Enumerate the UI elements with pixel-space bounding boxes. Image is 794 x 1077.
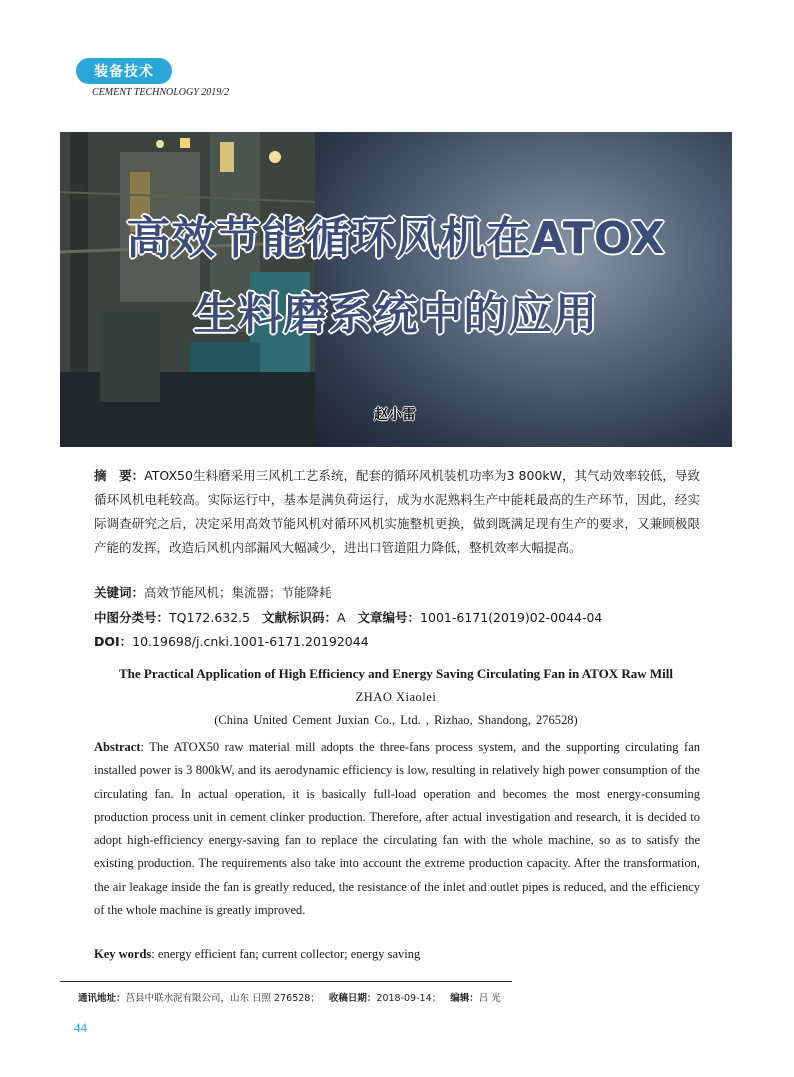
- clc-label: 中图分类号：: [94, 610, 170, 625]
- keywords-label: 关键词：: [94, 585, 145, 600]
- classification-line: [94, 608, 602, 626]
- english-author: ZHAO Xiaolei: [355, 690, 437, 704]
- keywords-line: [94, 583, 332, 601]
- page-number: 44: [74, 1020, 87, 1035]
- footnote-divider: [60, 981, 512, 982]
- doc-code-value: A: [337, 610, 346, 625]
- article-no-label: 文章编号：: [357, 610, 421, 625]
- received-label: 收稿日期：: [328, 993, 377, 1004]
- article-no-value: 1001-6171(2019)02-0044-04: [420, 610, 603, 625]
- abstract-text: ATOX50生料磨采用三风机工艺系统，配套的循环风机装机功率为3 800kW，其气动效率较低，导致循环风机电耗较高。实际运行中，基本是满负荷运行，成为水泥熟料生产中能耗最高的生产环节，因此，经实际调查研究之后，决定采用高效节能风机对循环风机实施整机更换，做到既满足现有生产的要求，又兼顾极限产能的发挥，改造后风机内部漏风大幅减少，进出口管道阻力降低，整机效率大幅提高。: [94, 468, 700, 555]
- address-label: 通讯地址：: [78, 993, 126, 1004]
- english-keywords-label: Key words: [94, 947, 152, 961]
- section-badge: 装备技术: [76, 58, 172, 84]
- english-keywords-text: : energy efficient fan; current collector; energy saving: [151, 947, 421, 961]
- paper-title-line-2: 生料磨系统中的应用: [193, 289, 599, 340]
- title-banner: [60, 132, 732, 447]
- abstract-label: 摘 要：: [94, 468, 145, 483]
- paper-title-line-1: 高效节能循环风机在ATOX: [126, 213, 666, 264]
- editor-value: 吕 光: [478, 993, 501, 1004]
- english-title: The Practical Application of High Efficiency and Energy Saving Circulating Fan in ATOX Raw Mill: [119, 666, 673, 681]
- address-value: 莒县中联水泥有限公司，山东 日照 276528；: [125, 993, 320, 1004]
- clc-value: TQ172.632.5: [169, 610, 251, 625]
- doc-code-label: 文献标识码：: [262, 610, 338, 625]
- english-keywords: [94, 947, 700, 962]
- keywords-text: 高效节能风机；集流器；节能降耗: [144, 585, 332, 600]
- editor-label: 编辑：: [450, 993, 479, 1004]
- doi-line: [94, 632, 369, 650]
- english-abstract-text: : The ATOX50 raw material mill adopts the three-fans process system, and the supporting circulating fan installed power is 3 800kW, and its aerodynamic efficiency is low, resulting in relatively high power consumption of the circulating fan. In actual operation, it is basically full-load operation and becomes the most energy-consuming production process unit in cement clinker production. Therefore, after actual investigation and research, it is decided to adopt high-efficiency energy-saving fan to replace the circulating fan with the whole machine, so as to satisfy the existing production. The requirements also take into account the extreme production capacity. After the transformation, the air leakage inside the fan is greatly reduced, the resistance of the inlet and outlet pipes is reduced, and the efficiency of the whole machine is greatly improved.: [94, 740, 700, 918]
- english-abstract-label: Abstract: [94, 740, 141, 754]
- doi-label: DOI：: [94, 634, 133, 649]
- english-affiliation: (China United Cement Juxian Co., Ltd. , Rizhao, Shandong, 276528): [214, 713, 578, 727]
- footnote: [78, 990, 501, 1004]
- english-abstract: [94, 736, 700, 922]
- chinese-abstract: [94, 464, 700, 560]
- doi-value: 10.19698/j.cnki.1001-6171.20192044: [132, 634, 369, 649]
- paper-author: 赵小雷: [374, 407, 416, 423]
- received-value: 2018-09-14；: [376, 993, 442, 1004]
- journal-name: CEMENT TECHNOLOGY 2019/2: [92, 87, 230, 98]
